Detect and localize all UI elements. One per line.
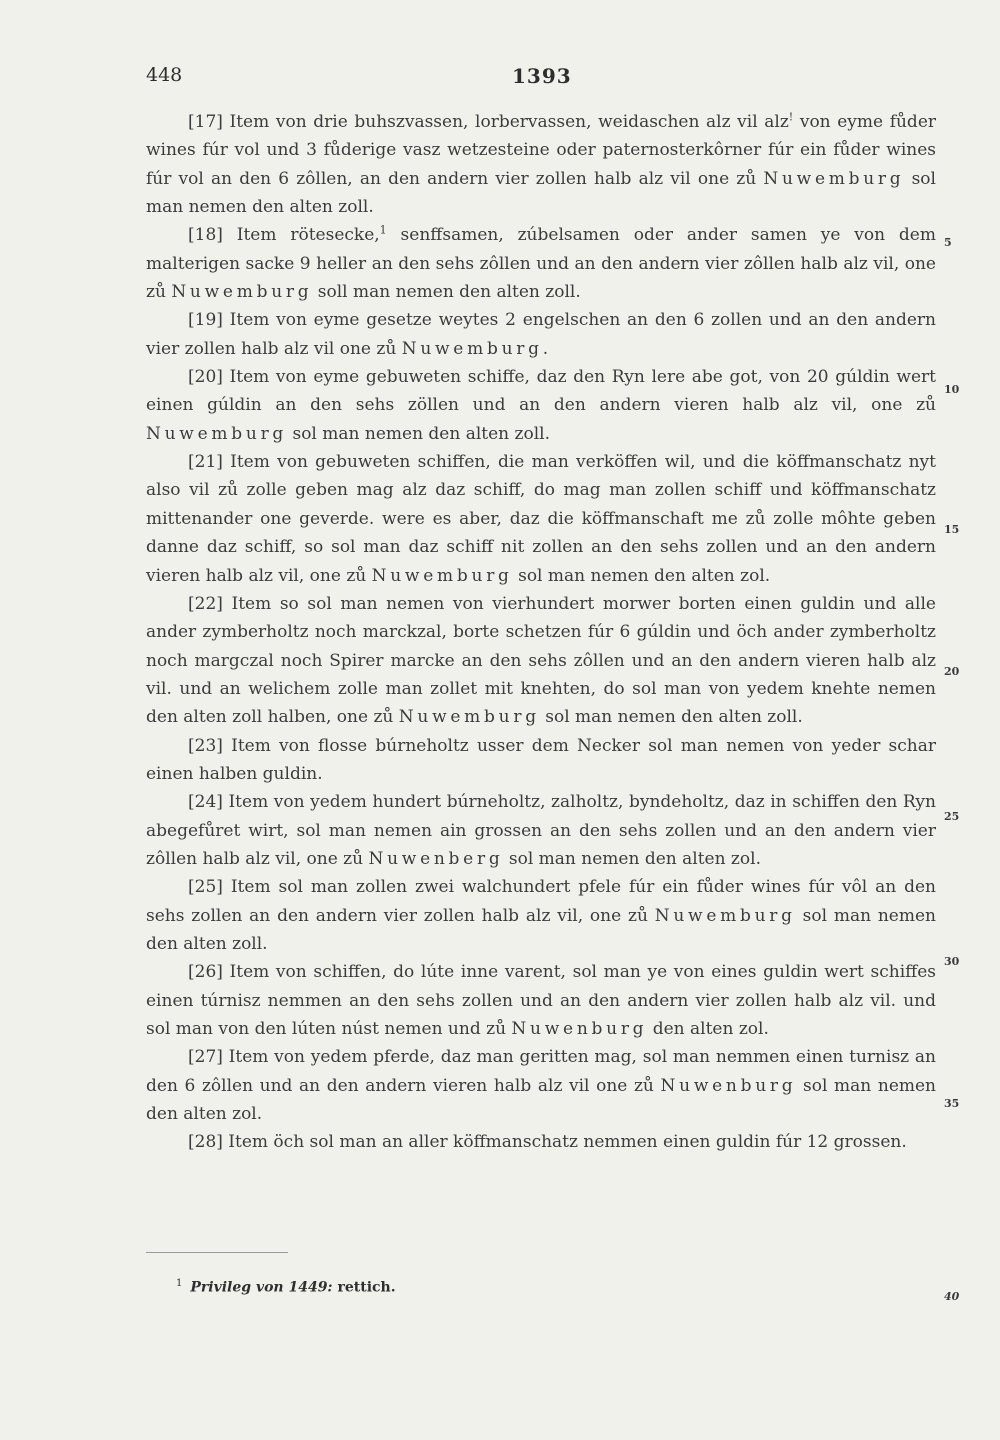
spaced-place-name: Nuwemburg	[171, 282, 313, 303]
spaced-place-name: Nuwemburg	[401, 338, 543, 359]
page-year-heading: 1393	[512, 64, 572, 88]
text-segment: sol man nemen den alten zol.	[146, 1075, 937, 1125]
line-number: 40	[944, 1290, 960, 1303]
footnote	[176, 1278, 396, 1296]
spaced-place-name: Nuwemburg	[146, 423, 288, 444]
paragraph-21	[146, 448, 936, 590]
text-segment: den alten zol.	[647, 1019, 769, 1039]
footnote-reference: 1	[379, 223, 387, 237]
spaced-place-name: Nuwemburg	[763, 168, 905, 189]
text-segment: von eyme fůder wines fúr vol und 3 fůderige vasz wetzesteine oder paternosterkôrner fúr ein fůder wines fúr vol an den 6 zôllen, an den andern vier zollen halb alz vil one zů	[146, 112, 937, 189]
text-segment: [21] Item von gebuweten schiffen, die man verköffen wil, und die köffmanschatz nyt also vil zů zolle geben mag alz daz schiff, do mag man zollen schiff und köffmanschatz mittenander one geverde. were es aber, daz die köffmanschaft me zů zolle môhte geben danne daz schiff, so sol man daz schiff nit zollen an den sehs zollen und an den andern vieren halb alz vil, one zů	[146, 452, 936, 586]
line-number: 15	[944, 523, 960, 536]
text-segment: sol man nemen den alten zoll.	[539, 707, 803, 728]
line-number: 35	[944, 1097, 960, 1110]
line-number: 10	[944, 383, 960, 396]
text-segment: sol man nemen den alten zol.	[512, 565, 771, 586]
text-segment: senffsamen, zúbelsamen oder ander samen ye von dem malterigen sacke 9 heller an den sehs zôllen und an den andern vier zôllen halb alz vil, one zů	[146, 225, 936, 303]
paragraph-27	[146, 1043, 936, 1128]
spaced-place-name: Nuwenburg	[511, 1019, 648, 1039]
text-segment: [22] Item so sol man nemen von vierhundert morwer borten einen guldin und alle ander zymberholtz noch marckzal, borte schetzen fúr 6 gúldin und öch ander zymberholtz noch margczal noch Spirer marcke an den sehs zôllen und an den andern vieren halb alz vil. und an welichem zolle man zollet mit knehten, do sol man von yedem knehte nemen den alten zoll halben, one zů	[146, 593, 936, 728]
text-segment: sol man nemen den alten zol.	[503, 848, 761, 869]
spaced-place-name: Nuwenburg	[660, 1075, 797, 1096]
paragraph-19	[146, 306, 936, 363]
page-number: 448	[146, 64, 183, 86]
spaced-place-name: Nuwemburg	[654, 905, 796, 926]
text-segment: [26] Item von schiffen, do lúte inne varent, sol man ye von eines guldin wert schiffes einen túrnisz nemmen an den sehs zollen und an den andern vier zollen halb alz vil. und sol man von den lúten núst nemen und zů	[146, 962, 936, 1039]
paragraph-20	[146, 363, 936, 448]
text-segment: [27] Item von yedem pferde, daz man geritten mag, sol man nemmen einen turnisz an den 6 zôllen und an den andern vieren halb alz vil one zů	[146, 1047, 936, 1096]
text-segment: sol man nemen den alten zoll.	[146, 168, 936, 218]
text-segment: sol man nemen den alten zoll.	[146, 905, 936, 954]
footnote-marker: 1	[176, 1278, 183, 1289]
text-segment: [23] Item von flosse búrneholtz usser dem Necker sol man nemen von yeder schar einen halben guldin.	[146, 735, 936, 784]
paragraph-17	[146, 108, 936, 221]
text-segment: [18] Item rötesecke,	[188, 225, 380, 246]
paragraph-26	[146, 958, 936, 1043]
text-segment: soll man nemen den alten zoll.	[312, 282, 581, 303]
text-segment: [28] Item öch sol man an aller köffmanschatz nemmen einen guldin fúr 12 grossen.	[188, 1132, 907, 1153]
line-number: 20	[944, 665, 960, 678]
line-number: 30	[944, 955, 960, 968]
body-text	[146, 108, 936, 1157]
footnote-separator	[146, 1252, 288, 1253]
paragraph-18	[146, 221, 936, 306]
paragraph-25	[146, 873, 936, 958]
text-segment: [20] Item von eyme gebuweten schiffe, daz den Ryn lere abe got, von 20 gúldin wert einen gúldin an den sehs zöllen und an den andern vieren halb alz vil, one zů	[146, 367, 936, 416]
text-segment: sol man nemen den alten zoll.	[287, 423, 550, 444]
paragraph-23	[146, 732, 936, 789]
footnote-reference: !	[788, 110, 794, 124]
text-segment: [17] Item von drie buhszvassen, lorbervassen, weidaschen alz vil alz	[188, 112, 789, 132]
text-segment: [25] Item sol man zollen zwei walchundert pfele fúr ein fůder wines fúr vôl an den sehs zollen an den andern vier zollen halb alz vil, one zů	[146, 877, 936, 926]
spaced-place-name: Nuwenberg	[368, 848, 504, 869]
text-segment: [19] Item von eyme gesetze weytes 2 engelschen an den 6 zollen und an den andern vier zollen halb alz vil one zů	[146, 310, 936, 359]
line-number: 5	[944, 236, 952, 249]
paragraph-22	[146, 590, 936, 732]
footnote-source: Privileg von 1449:	[190, 1279, 333, 1296]
spaced-place-name: Nuwemburg	[371, 565, 513, 586]
spaced-place-name: Nuwemburg	[398, 707, 540, 728]
line-number: 25	[944, 810, 960, 823]
text-segment: .	[542, 338, 549, 359]
paragraph-24	[146, 788, 936, 873]
paragraph-28	[146, 1128, 936, 1156]
text-segment: [24] Item von yedem hundert búrneholtz, zalholtz, byndeholtz, daz in schiffen den Ryn abegefůret wirt, sol man nemen ain grossen an den sehs zollen und an den andern vier zôllen halb alz vil, one zů	[146, 792, 936, 869]
footnote-text: rettich.	[332, 1279, 396, 1296]
